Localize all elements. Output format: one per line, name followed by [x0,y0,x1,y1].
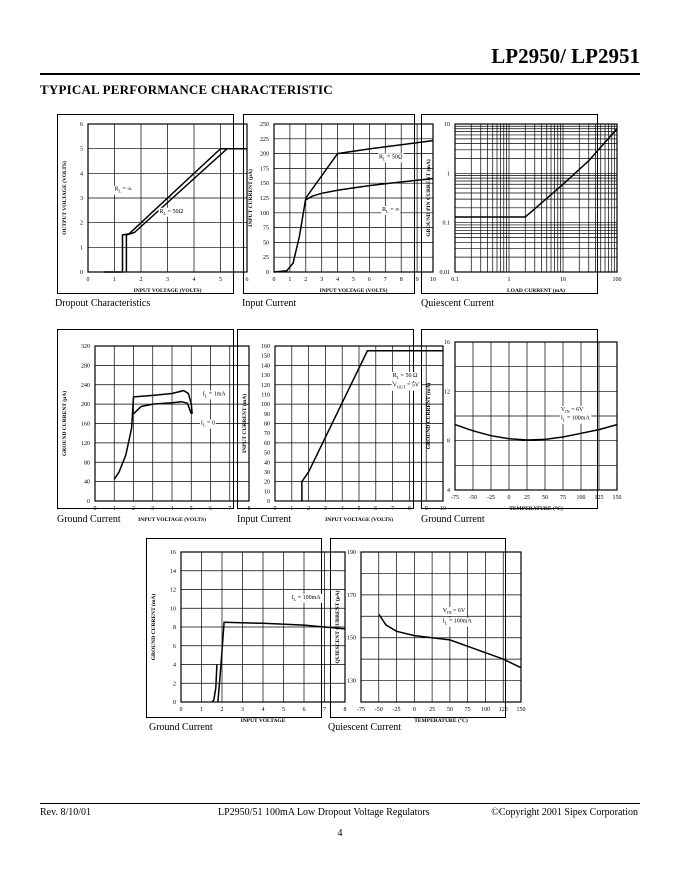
annotation-label: $I_L = 100mA$ [291,594,321,602]
y-tick-label: 10 [444,122,450,128]
y-tick-label: 130 [261,373,270,380]
y-tick-label: 14 [170,568,176,575]
y-tick-label: 8 [173,625,176,631]
chart-1 [57,114,249,294]
x-tick-label: 50 [542,495,548,501]
y-tick-label: 3 [80,196,83,202]
y-tick-label: 150 [261,353,270,360]
y-tick-label: 75 [263,225,269,232]
chart-svg [422,115,622,294]
x-tick-label: 3 [151,506,155,512]
y-tick-label: 80 [84,460,90,467]
y-tick-label: 175 [260,166,269,173]
chart-caption: Input Current [237,514,292,525]
y-tick-label: 30 [264,469,270,476]
x-tick-label: 6 [302,707,306,713]
x-tick-label: 10 [440,506,446,512]
y-tick-label: 10 [264,489,270,496]
y-tick-label: 200 [81,402,90,409]
x-tick-label: 9 [415,277,419,283]
y-tick-label: 170 [347,592,356,599]
page-number: 4 [337,828,343,839]
x-axis-label: INPUT VOLTAGE (VOLTS) [133,288,202,294]
annotation-label: $I_L = 1mA$ [202,391,226,399]
annotation-label: $R_L$ = ∞ [382,207,400,215]
x-tick-label: 4 [192,277,196,283]
x-tick-label: 10 [430,277,436,283]
x-axis-label: TEMPERATURE (°C) [414,718,468,724]
x-tick-label: 0.1 [451,277,459,283]
y-axis-label: GROUND CURRENT (μA) [62,390,68,457]
x-tick-label: -25 [392,707,401,713]
y-tick-label: 110 [261,392,270,399]
y-tick-label: 16 [170,550,176,556]
annotation-label: $I_L = 100mA$ [442,618,472,626]
y-tick-label: 200 [260,151,269,158]
y-tick-label: 1 [447,171,450,178]
x-tick-label: 1 [112,506,116,512]
x-tick-label: 3 [323,506,327,512]
chart-caption: Ground Current [57,514,121,525]
plot-frame [455,124,617,272]
x-axis-label: INPUT VOLTAGE (VOLTS) [325,517,393,523]
x-tick-label: 7 [383,277,387,283]
footer-copyright: ©Copyright 2001 Sipex Corporation [491,807,638,818]
y-tick-label: 12 [170,587,176,594]
x-tick-label: 2 [307,506,311,512]
x-tick-label: 2 [132,506,135,512]
x-tick-label: 0 [272,277,276,283]
annotation-label: $V_{OUT} = 5V$ [392,382,420,390]
y-tick-label: 2 [173,681,176,688]
x-tick-label: -75 [451,495,459,501]
y-tick-label: 100 [261,402,270,409]
x-tick-label: 5 [219,277,222,283]
x-tick-label: 0 [86,277,90,283]
y-axis-label: OUTPUT VOLTAGE (VOLTS) [62,161,68,235]
y-tick-label: 60 [264,440,270,447]
footer-document-title: LP2950/51 100mA Low Dropout Voltage Regulators [218,807,430,818]
y-tick-label: 150 [260,181,269,188]
y-tick-label: 150 [347,635,356,642]
x-tick-label: 8 [399,277,403,283]
annotation-label: $I_L = 0$ [200,420,215,428]
x-tick-label: 6 [374,506,378,512]
x-tick-label: -25 [487,495,495,501]
y-tick-label: 12 [444,389,450,396]
y-tick-label: 70 [264,431,270,438]
annotation-label: $R_L = 50$ Ω [392,373,418,380]
annotation-label: $V_{IN} = 6V$ [560,407,584,415]
x-tick-label: 5 [282,707,285,713]
series-line [218,622,345,702]
x-tick-label: 5 [352,277,355,283]
x-tick-label: 4 [336,277,340,283]
y-tick-label: 225 [260,136,269,143]
x-tick-label: 4 [340,506,344,512]
y-tick-label: 40 [264,460,270,467]
x-axis-label: INPUT VOLTAGE (VOLTS) [138,517,206,523]
y-tick-label: 125 [260,196,269,202]
footer-revision: Rev. 8/10/01 [40,807,92,818]
x-tick-label: 125 [498,707,508,713]
x-tick-label: 6 [209,506,212,512]
y-axis-label: INPUT CURRENT (mA) [242,393,248,454]
x-tick-label: 75 [560,495,566,501]
y-tick-label: 0 [266,270,269,276]
y-tick-label: 0 [267,499,270,505]
y-tick-label: 80 [264,421,270,428]
x-tick-label: 9 [424,506,428,512]
x-tick-label: 100 [612,277,622,283]
y-tick-label: 2 [80,220,83,227]
y-tick-label: 50 [263,240,269,247]
x-tick-label: 0 [179,707,183,713]
x-tick-label: 25 [429,707,436,713]
x-tick-label: 0 [273,506,277,512]
y-tick-label: 8 [447,438,450,445]
y-tick-label: 250 [260,122,269,128]
x-tick-label: 7 [391,506,395,512]
y-tick-label: 0 [87,499,90,505]
header-rule [40,73,640,75]
x-tick-label: 1 [288,277,292,283]
x-tick-label: 100 [576,495,586,501]
series-line [455,425,617,440]
x-tick-label: 8 [343,707,347,713]
y-tick-label: 0.1 [442,220,450,227]
chart-caption: Ground Current [149,722,213,733]
x-tick-label: 125 [594,495,604,501]
y-axis-label: QUIESCENT CURRENT (μA) [335,590,341,664]
series-line [126,149,247,272]
x-tick-label: 1 [113,277,116,283]
x-axis-label: INPUT VOLTAGE [240,718,286,724]
x-tick-label: 5 [357,506,361,512]
x-tick-label: 3 [241,707,244,713]
x-tick-label: 8 [407,506,411,512]
chart-3 [421,114,622,294]
chart-caption: Quiescent Current [421,298,495,309]
y-tick-label: 100 [260,210,269,217]
x-tick-label: 1 [200,707,203,713]
y-tick-label: 90 [264,411,270,418]
y-axis-label: GROUND PIN CURRENT (mA) [426,159,432,237]
x-tick-label: 75 [464,707,471,713]
x-tick-label: 6 [367,277,371,283]
x-tick-label: -50 [469,495,477,501]
series-line [455,129,617,217]
y-tick-label: 160 [81,421,90,428]
chart-6 [421,329,622,512]
x-tick-label: 7 [323,707,326,713]
y-tick-label: 130 [347,678,356,685]
y-tick-label: 320 [81,344,90,350]
y-axis-label: GROUND CURRENT (mA) [151,593,157,661]
y-tick-label: 4 [447,488,450,494]
chart-svg [422,330,622,512]
y-tick-label: 6 [80,122,83,128]
x-tick-label: 2 [139,277,143,283]
section-title: TYPICAL PERFORMANCE CHARACTERISTIC [40,82,333,97]
x-tick-label: 2 [220,707,224,713]
y-tick-label: 25 [263,255,269,262]
y-tick-label: 0 [80,270,83,276]
y-tick-label: 50 [264,450,270,457]
x-tick-label: 150 [516,707,526,713]
chart-caption: Input Current [242,298,297,309]
y-tick-label: 6 [173,643,176,650]
x-tick-label: 2 [304,277,308,283]
y-tick-label: 1 [80,245,83,252]
y-tick-label: 120 [261,382,270,389]
chart-caption: Quiescent Current [328,722,402,733]
y-tick-label: 280 [81,363,90,370]
annotation-label: $R_L$ = ∞ [114,186,132,194]
y-tick-label: 4 [173,662,176,669]
y-tick-label: 10 [170,606,176,613]
annotation-label: $R_L = 50\Omega$ [378,154,403,162]
y-tick-label: 5 [80,146,83,153]
series-line [134,402,192,414]
x-tick-label: 8 [247,506,251,512]
y-tick-label: 160 [261,344,270,350]
y-axis-label: GROUND CURRENT (mA) [426,382,432,450]
x-tick-label: 0 [507,495,511,501]
x-tick-label: 4 [261,707,265,713]
y-tick-label: 20 [264,479,270,486]
x-tick-label: 150 [612,495,622,501]
plot-frame [361,552,521,702]
annotation-label: $I_L = 100mA$ [560,415,590,423]
x-tick-label: -75 [357,707,365,713]
x-axis-label: LOAD CURRENT (mA) [507,288,565,294]
x-tick-label: 0 [412,707,416,713]
footer-rule [40,803,640,804]
x-tick-label: 4 [170,506,174,512]
chart-svg [58,115,249,294]
datasheet-part-title: LP2950/ LP2951 [491,44,640,68]
chart-svg [331,539,526,724]
y-tick-label: 40 [84,479,90,486]
x-tick-label: 10 [560,277,566,283]
y-tick-label: 190 [347,550,356,556]
y-tick-label: 0 [173,700,176,706]
y-tick-label: 240 [81,382,90,389]
annotation-label: $V_{IN} = 6V$ [442,608,466,615]
annotation-label: $R_L = 50\Omega$ [159,208,183,216]
x-tick-label: -50 [374,707,383,713]
x-tick-label: 6 [245,277,249,283]
x-tick-label: 5 [189,506,193,512]
y-tick-label: 120 [81,440,90,447]
x-tick-label: 25 [524,495,530,501]
x-tick-label: 1 [507,277,511,283]
y-tick-label: 0.01 [439,270,450,276]
y-tick-label: 4 [80,171,83,178]
x-axis-label: INPUT VOLTAGE (VOLTS) [319,288,388,294]
chart-caption: Dropout Characteristics [55,298,151,309]
chart-8 [330,538,526,724]
x-tick-label: 3 [166,277,169,283]
x-tick-label: 50 [446,707,453,713]
y-tick-label: 16 [444,340,450,346]
x-axis-label: TEMPERATURE (°C) [509,506,563,512]
y-axis-label: INPUT CURRENT (μA) [248,169,254,227]
chart-caption: Ground Current [421,514,485,525]
x-tick-label: 3 [320,277,324,283]
x-tick-label: 7 [228,506,232,512]
y-tick-label: 140 [261,363,270,370]
x-tick-label: 1 [290,506,294,512]
x-tick-label: 100 [480,707,490,713]
x-tick-label: 0 [93,506,97,512]
